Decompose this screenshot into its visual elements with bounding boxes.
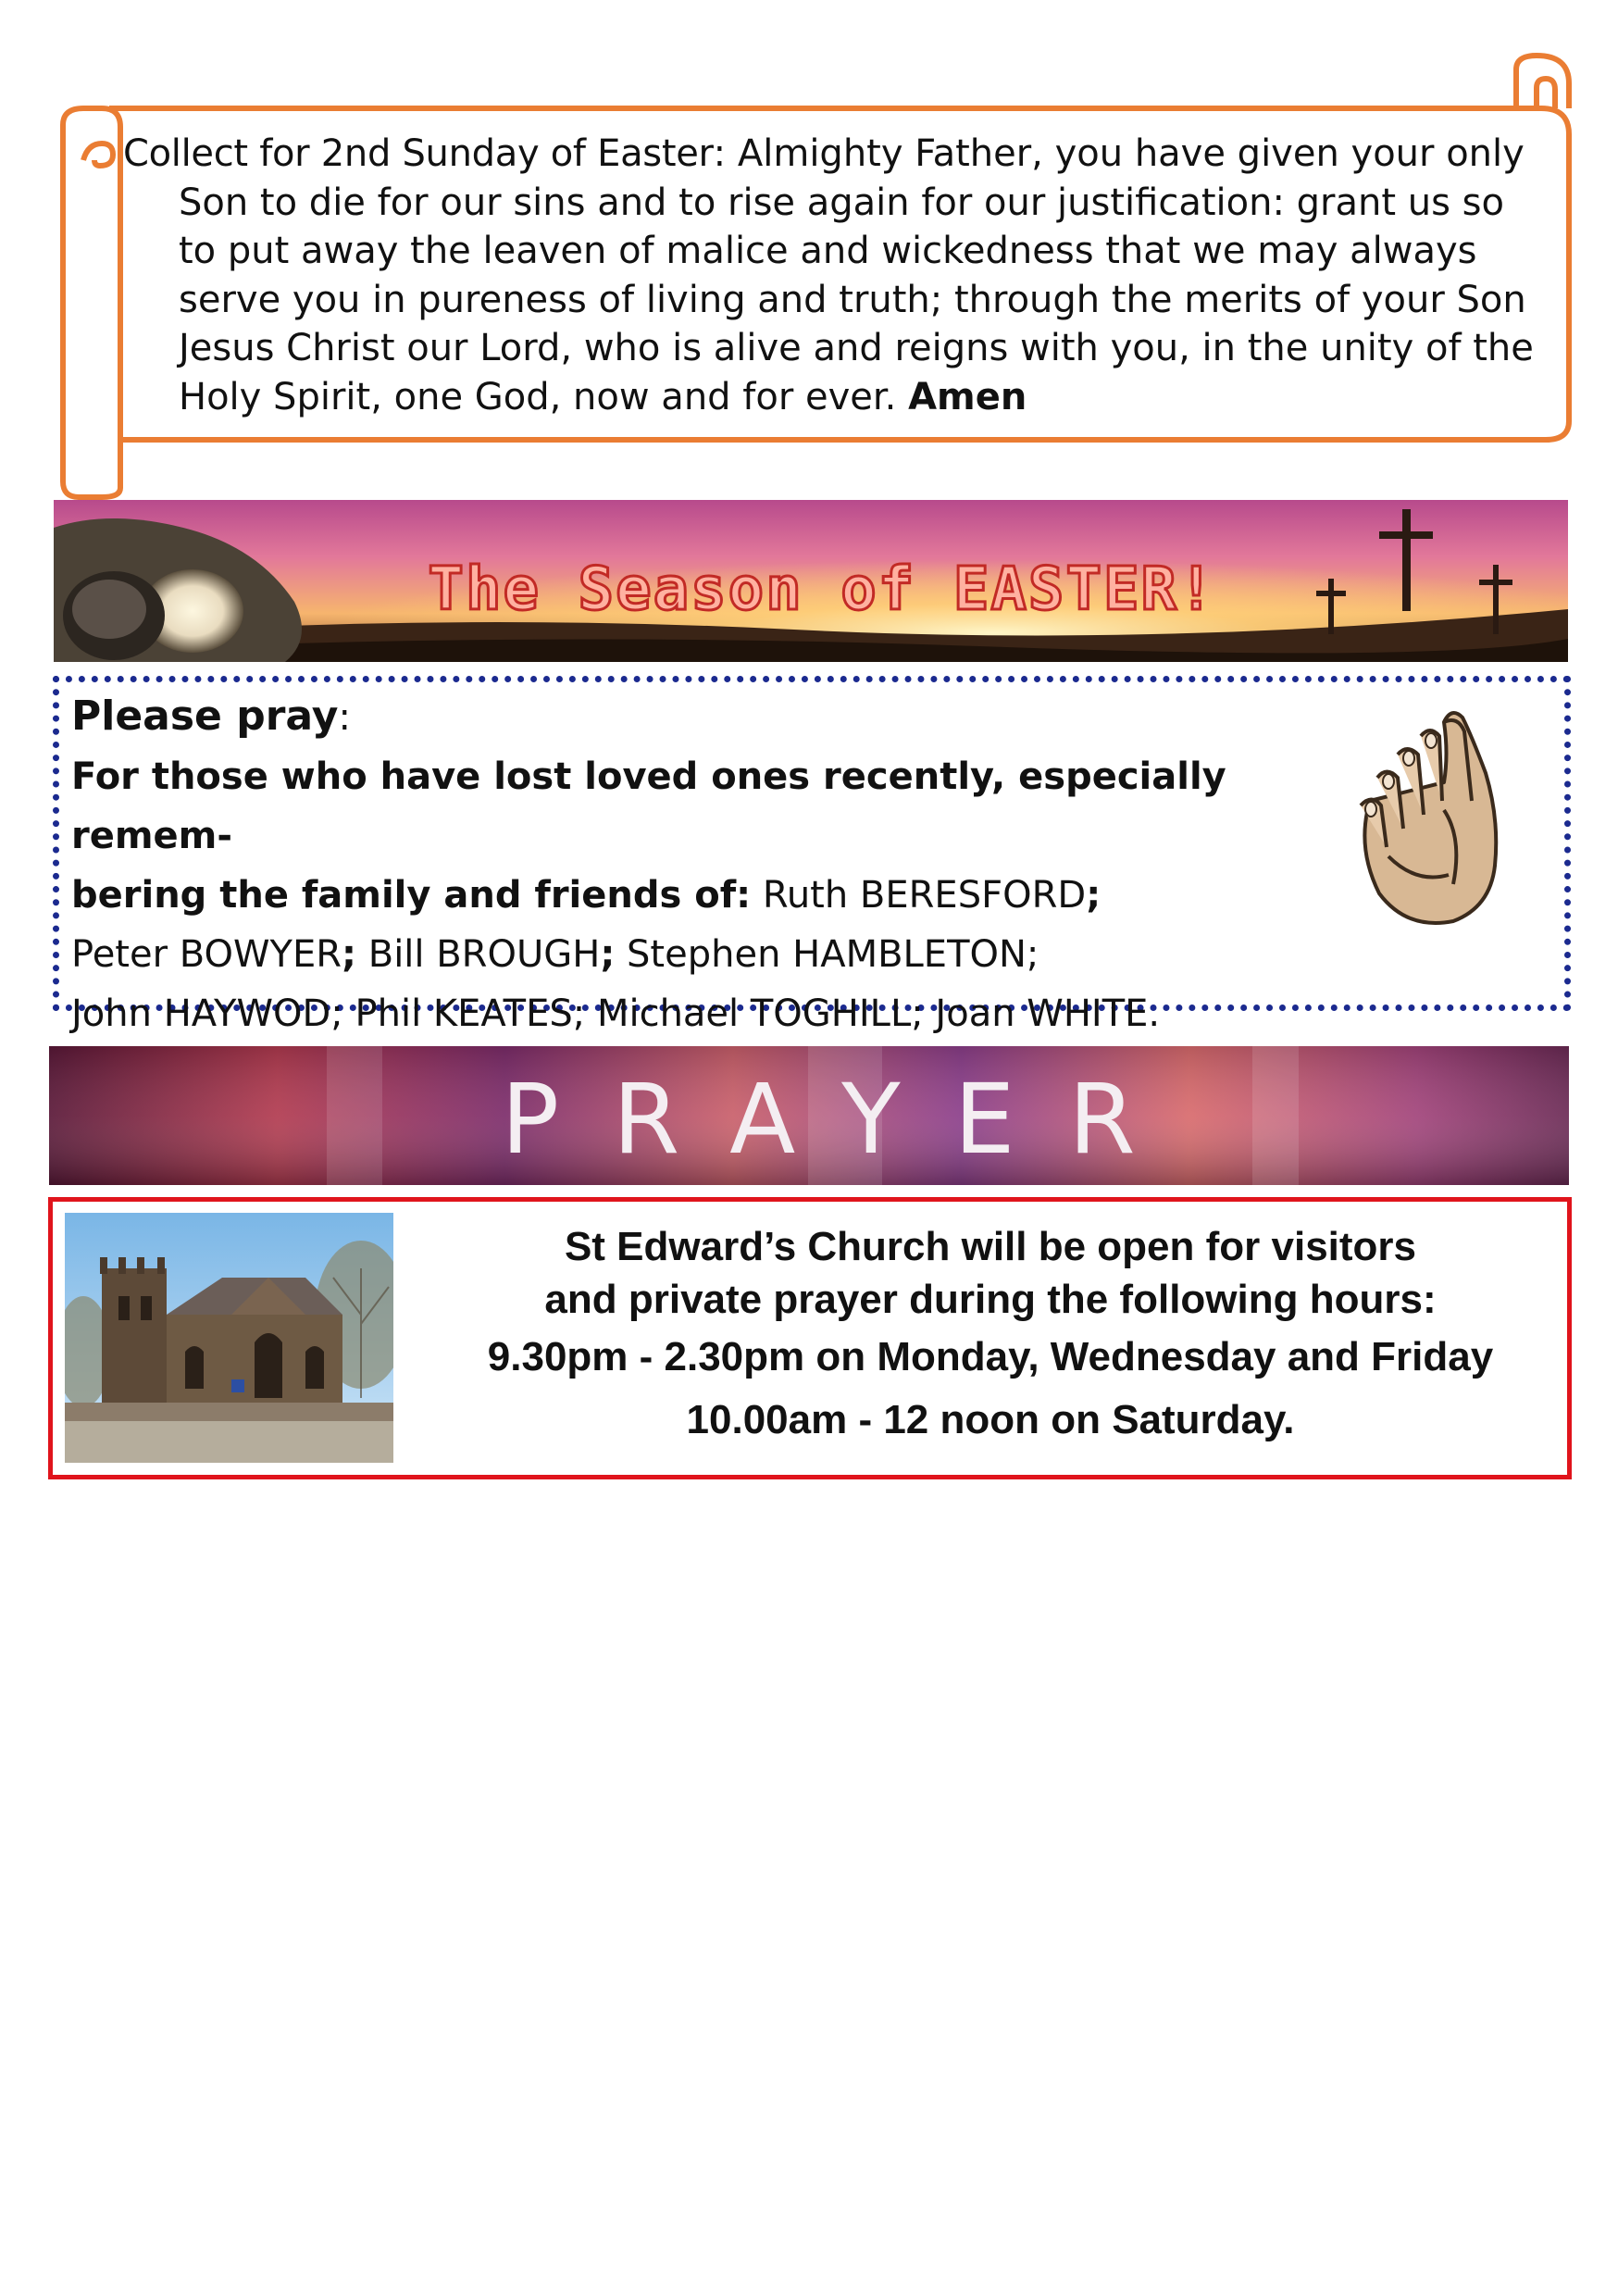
name-bowyer: Peter BOWYER: [71, 933, 342, 976]
collect-paragraph: [123, 130, 1549, 421]
church-line-2: and private prayer during the following hours:: [544, 1277, 1437, 1322]
collect-body: Almighty Father, you have given your only Son to die for our sins and to rise again for our justification: grant us so to put away the leaven of malice and wickedness that we may always serve you in pureness of living and truth; through the merits of your Son Jesus Christ our Lord, who is alive and reigns with you, in the unity of the Holy Spirit, one God, now and for ever.: [179, 132, 1534, 418]
please-pray-intro-1: For those who have lost loved ones recently, especially remem-: [71, 755, 1226, 857]
collect-text: [123, 130, 1549, 421]
collect-colon: :: [713, 132, 738, 175]
easter-banner: [54, 500, 1568, 662]
church-line-1: St Edward’s Church will be open for visitors: [564, 1224, 1417, 1269]
please-pray-line-4: John HAYWOD; Phil KEATES; Michael TOGHILL; Joan WHITE.: [71, 992, 1161, 1035]
name-separator: ;: [600, 933, 616, 976]
church-hours-saturday: 10.00am - 12 noon on Saturday.: [686, 1397, 1295, 1442]
church-opening-text: [435, 1220, 1546, 1452]
easter-banner-title: The Season of EASTER!: [428, 555, 1216, 624]
church-photo: [65, 1213, 393, 1463]
praying-hands-icon: [1333, 699, 1518, 930]
please-pray-heading: Please pray: [71, 693, 339, 740]
collect-amen: Amen: [908, 375, 1027, 418]
please-pray-text: [71, 687, 1349, 1043]
collect-heading: Collect for 2nd Sunday of Easter: [123, 132, 714, 175]
name-separator: ;: [1086, 874, 1101, 917]
name-brough: Bill BROUGH: [356, 933, 601, 976]
prayer-banner: [49, 1046, 1569, 1185]
church-hours-weekday: 9.30pm - 2.30pm on Monday, Wednesday and Friday: [487, 1334, 1494, 1379]
name-hambleton: Stephen HAMBLETON;: [615, 933, 1039, 976]
please-pray-intro-2: bering the family and friends of:: [71, 874, 752, 917]
name-separator: ;: [342, 933, 357, 976]
please-pray-colon: :: [338, 696, 351, 739]
please-pray-heading-line: [71, 687, 1349, 747]
name-beresford: Ruth BERESFORD: [762, 874, 1087, 917]
please-pray-line-2: [71, 866, 1349, 925]
prayer-banner-title: PRAYER: [501, 1063, 1189, 1176]
please-pray-line-3: [71, 925, 1349, 984]
